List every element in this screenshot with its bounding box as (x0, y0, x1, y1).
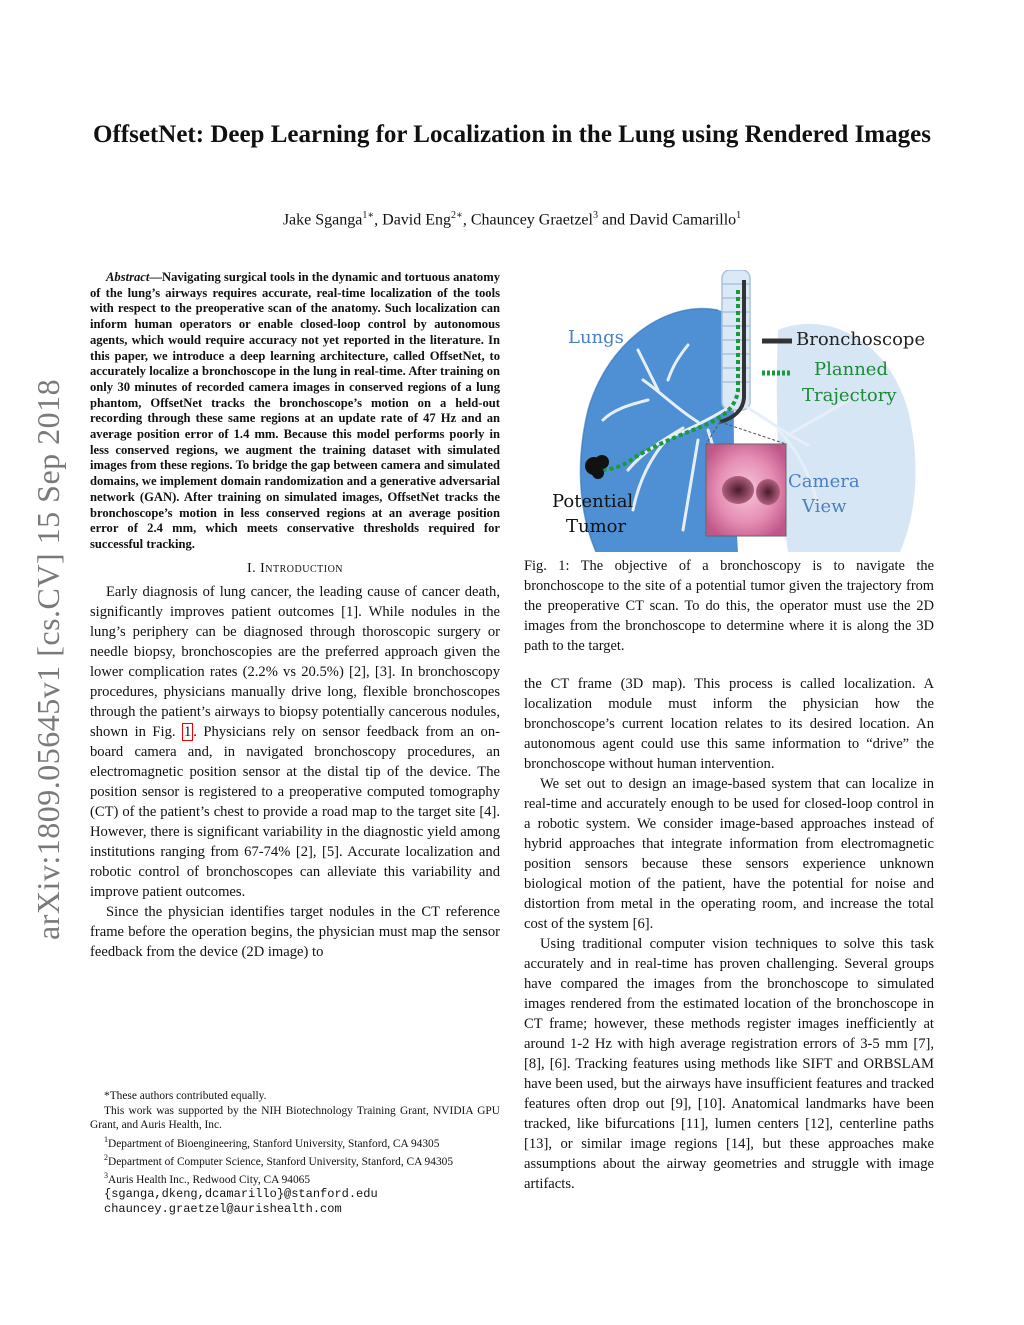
intro-paragraph-3: the CT frame (3D map). This process is called localization. A localization module must inform the physician how the bronchoscope’s current location relates to its desired location. An autonomous agent could use this same information to “drive” the bronchoscope without human intervention. (524, 676, 934, 772)
potential-label: Potential (552, 491, 634, 512)
footnotes (90, 1089, 500, 1216)
intro-paragraph-4: We set out to design an image-based system that can localize in real-time and accurately enough to be used for closed-loop control in a robotic system. We consider image-based approaches instead of hybrid approaches that integrate information from electromagnetic position sensors because these sensors experience unknown biological motion of the patient, have the potential for noise and distortion from metal in the operating room, and increase the total cost of the system [6]. (524, 776, 934, 932)
abstract-text: Navigating surgical tools in the dynamic and tortuous anatomy of the lung’s airways requires accurate, real-time localization of the tools with respect to the preoperative scan of the anatomy. Such localization can inform human operators or enable closed-loop control by autonomous agents, which would require accuracy not yet reported in the literature. In this paper, we introduce a deep learning architecture, called OffsetNet, to accurately localize a bronchoscope in the lung in real-time. After training on only 30 minutes of recorded camera images in conserved regions of a lung phantom, OffsetNet tracks the bronchoscope’s motion on a held-out recording through these same regions at an update rate of 47 Hz and an average position error of 1.4 mm. Because this model performs poorly in less conserved regions, we augment the training dataset with simulated images from these regions. To bridge the gap between camera and simulated domains, we implement domain randomization and a generative adversarial network (GAN). After training on simulated images, OffsetNet tracks the bronchoscope’s motion in less conserved regions at an average position error of 2.4 mm, which meets conservative thresholds required for successful tracking. (90, 270, 500, 551)
camera-label: Camera (788, 471, 860, 492)
section-title-text: Introduction (260, 560, 344, 576)
footnote-affiliation: $^3$Auris Health Inc., Redwood City, CA 94065 (104, 1171, 311, 1186)
author-list: Jake Sganga$^{1∗}$, David Eng$^{2∗}$, Chauncey Graetzel$^3$ and David Camarillo$^1$ (282, 210, 742, 229)
footnote-funding: This work was supported by the NIH Biotechnology Training Grant, NVIDIA GPU Grant, and Auris Health, Inc. (90, 1104, 500, 1131)
left-column (90, 270, 500, 962)
footnote-affiliation: $^1$Department of Bioengineering, Stanford University, Stanford, CA 94305 (104, 1134, 440, 1150)
footnote-equal-contribution: *These authors contributed equally. (104, 1090, 267, 1102)
email-address[interactable]: chauncey.graetzel@aurishealth.com (104, 1201, 342, 1216)
author-affiliation-mark: 1∗ (362, 210, 375, 221)
abstract-label: Abstract (106, 270, 150, 284)
author-name: Chauncey Graetzel (470, 211, 593, 229)
author-name: David Eng (382, 211, 452, 229)
paper-title: OffsetNet: Deep Learning for Localization in the Lung using Rendered Images (93, 121, 931, 148)
right-column (524, 674, 934, 1194)
author-name: David Camarillo (629, 211, 737, 229)
intro-paragraph-1: Early diagnosis of lung cancer, the leading cause of cancer death, significantly improves patient outcomes [1]. While nodules in the lung’s periphery can be diagnosed through thoroscopic surgery or needle biopsy, bronchoscopies are the preferred approach given the lower complication rates (2.2% vs 20.5%) [2], [3]. In bronchoscopy procedures, physicians manually drive long, flexible bronchoscopes through the patient’s airways to biopsy potentially cancerous nodules, shown in Fig. 1 . Physicians rely on sensor feedback from an on-board camera and, in navigated bronchoscopy procedures, an electromagnetic position sensor at the distal tip of the device. The position sensor is registered to a preoperative computed tomography (CT) of the patient’s chest to provide a road map to the target site [4]. However, there is significant variability in the diagnostic yield among institutions ranging from 67-74% [2], [5]. Accurate localization and robotic control of bronchoscopes can alleviate this variability and improve patient outcomes. (90, 583, 500, 900)
lungs-label: Lungs (568, 327, 624, 348)
email-addresses[interactable]: {sganga,dkeng,dcamarillo}@stanford.edu (104, 1187, 378, 1202)
trajectory-label: Trajectory (802, 385, 897, 406)
author-affiliation-mark: 2∗ (451, 210, 463, 221)
intro-paragraph-2: Since the physician identifies target nodules in the CT reference frame before the operation begins, the physician must map the sensor feedback from the device (2D image) to (90, 903, 500, 960)
intro-paragraph-5: Using traditional computer vision techniques to solve this task accurately and in real-time has proven challenging. Several groups have compared the images from the bronchoscope to simulated images rendered from the estimated location of the bronchoscope in CT frame; however, these methods register images inefficiently at around 1-2 Hz with high average registration errors of 3-5 mm [7], [8], [6]. Tracking features using methods like SIFT and ORBSLAM have been used, but the airways have insufficient features and tracked features often drop out [9], [10]. Anatomical landmarks have been tracked, like bifurcations [11], lumen centers [12], centerline paths [13], or similar image regions [14], but these approaches make assumptions about the airway geometries and struggle with image artifacts. (524, 936, 934, 1192)
tumor-label: Tumor (566, 516, 627, 537)
arxiv-identifier: arXiv:1809.05645v1 [cs.CV] 15 Sep 2018 (30, 378, 66, 940)
abstract: Abstract—Navigating surgical tools in the dynamic and tortuous anatomy of the lung’s airways requires accurate, real-time localization of the tools with respect to the preoperative scan of the anatomy. Such localization can inform human operators or enable closed-loop control by autonomous agents, which would require accuracy not yet reported in the literature. In this paper, we introduce a deep learning architecture, called OffsetNet, to accurately localize a bronchoscope in the lung in real-time. After training on only 30 minutes of recorded camera images in conserved regions of a lung phantom, OffsetNet tracks the bronchoscope’s motion on a held-out recording through these same regions at an update rate of 47 Hz and an average position error of 1.4 mm. Because this model performs poorly in less conserved regions, we augment the training dataset with simulated images from these regions. To bridge the gap between camera and simulated domains, we implement domain randomization and a generative adversarial network (GAN). After training on simulated images, OffsetNet tracks the bronchoscope’s motion in less conserved regions at an average position error of 2.4 mm, which meets conservative thresholds required for successful tracking. (90, 270, 500, 551)
author-affiliation-mark: 3 (592, 210, 598, 221)
footnote-affiliation: $^2$Department of Computer Science, Stanford University, Stanford, CA 94305 (104, 1152, 454, 1168)
author-name: Jake Sganga (282, 211, 363, 229)
planned-label: Planned (814, 359, 888, 380)
section-heading: I. Introduction (246, 560, 344, 576)
author-affiliation-mark: 1 (736, 210, 742, 221)
figure-lung-bronchoscopy (548, 270, 948, 556)
figure-reference-link[interactable]: 1 (184, 723, 192, 740)
bronchoscope-label: Bronchoscope (796, 329, 926, 350)
view-label: View (802, 496, 847, 517)
figure-caption: Fig. 1: The objective of a bronchoscopy is to navigate the bronchoscope to the site of a potential tumor given the trajectory from the preoperative CT scan. To do this, the operator must use the 2D images from the bronchoscope to determine where it is along the 3D path to the target. (524, 558, 934, 654)
